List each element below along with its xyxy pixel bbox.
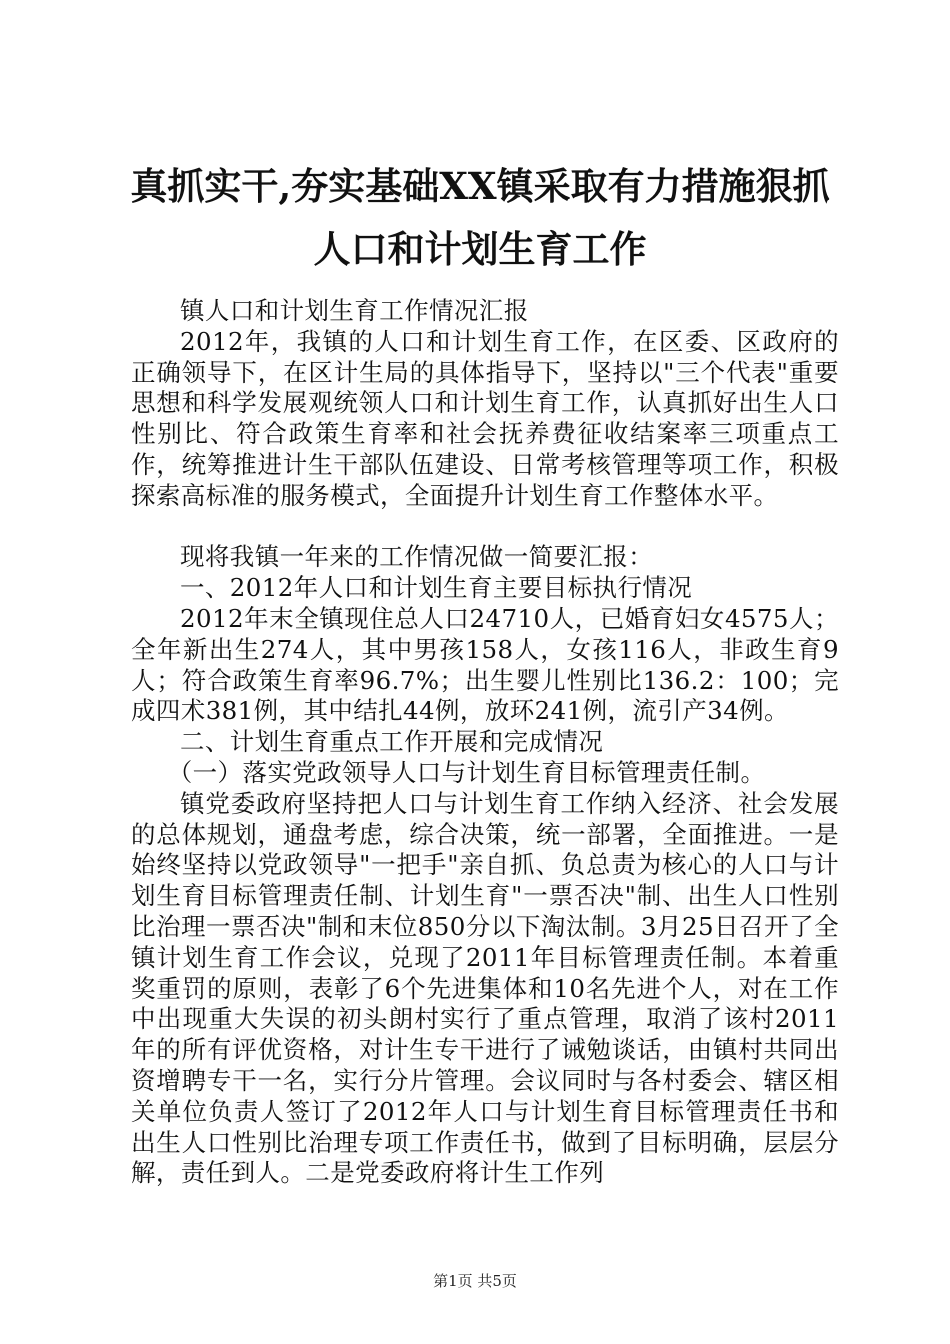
document-title: 真抓实干,夯实基础XX镇采取有力措施狠抓人口和计划生育工作 — [130, 164, 830, 271]
paragraph-intro: 2012年，我镇的人口和计划生育工作，在区委、区政府的正确领导下，在区计生局的具体指导下，坚持以"三个代表"重要思想和科学发展观统领人口和计划生育工作，认真抓好出生人口性别比、符合政策生育率和社会抚养费征收结案率三项重点工作，统筹推进计生干部队伍建设、日常考核管理等项工作，积极探索高标准的服务模式，全面提升计划生育工作整体水平。 — [131, 326, 839, 510]
paragraph-responsibility: 镇党委政府坚持把人口与计划生育工作纳入经济、社会发展的总体规划，通盘考虑，综合决策，统一部署，全面推进。一是始终坚持以党政领导"一把手"亲自抓、负总责为核心的人口与计划生育目标管理责任制、计划生育"一票否决"制、出生人口性别比治理一票否决"制和末位850分以下淘汰制。3月25日召开了全镇计划生育工作会议，兑现了2011年目标管理责任制。本着重奖重罚的原则，表彰了6个先进集体和10名先进个人，对在工作中出现重大失误的初头朗村实行了重点管理，取消了该村2011年的所有评优资格，对计生专干进行了诫勉谈话，由镇村共同出资增聘专干一名，实行分片管理。会议同时与各村委会、辖区相关单位负责人签订了2012年人口与计划生育目标管理责任书和出生人口性别比治理专项工作责任书，做到了目标明确，层层分解，责任到人。二是党委政府将计生工作列 — [131, 788, 839, 1188]
paragraph-gap — [131, 512, 839, 543]
section-heading-2: 二、计划生育重点工作开展和完成情况 — [180, 727, 604, 757]
paragraph-summary-lead: 现将我镇一年来的工作情况做一简要汇报： — [180, 542, 654, 572]
page-number-footer: 第1页 共5页 — [433, 1272, 517, 1290]
document-body — [131, 296, 839, 1189]
subsection-heading-1: （一）落实党政领导人口与计划生育目标管理责任制。 — [167, 757, 766, 787]
paragraph-statistics: 2012年末全镇现住总人口24710人，已婚育妇女4575人；全年新出生274人，其中男孩158人，女孩116人，非政生育9人；符合政策生育率96.7%；出生婴儿性别比136.2：100；完成四术381例，其中结扎44例，放环241例，流引产34例。 — [131, 603, 839, 726]
section-heading-1: 一、2012年人口和计划生育主要目标执行情况 — [180, 573, 693, 603]
paragraph-report-heading: 镇人口和计划生育工作情况汇报 — [180, 296, 529, 325]
